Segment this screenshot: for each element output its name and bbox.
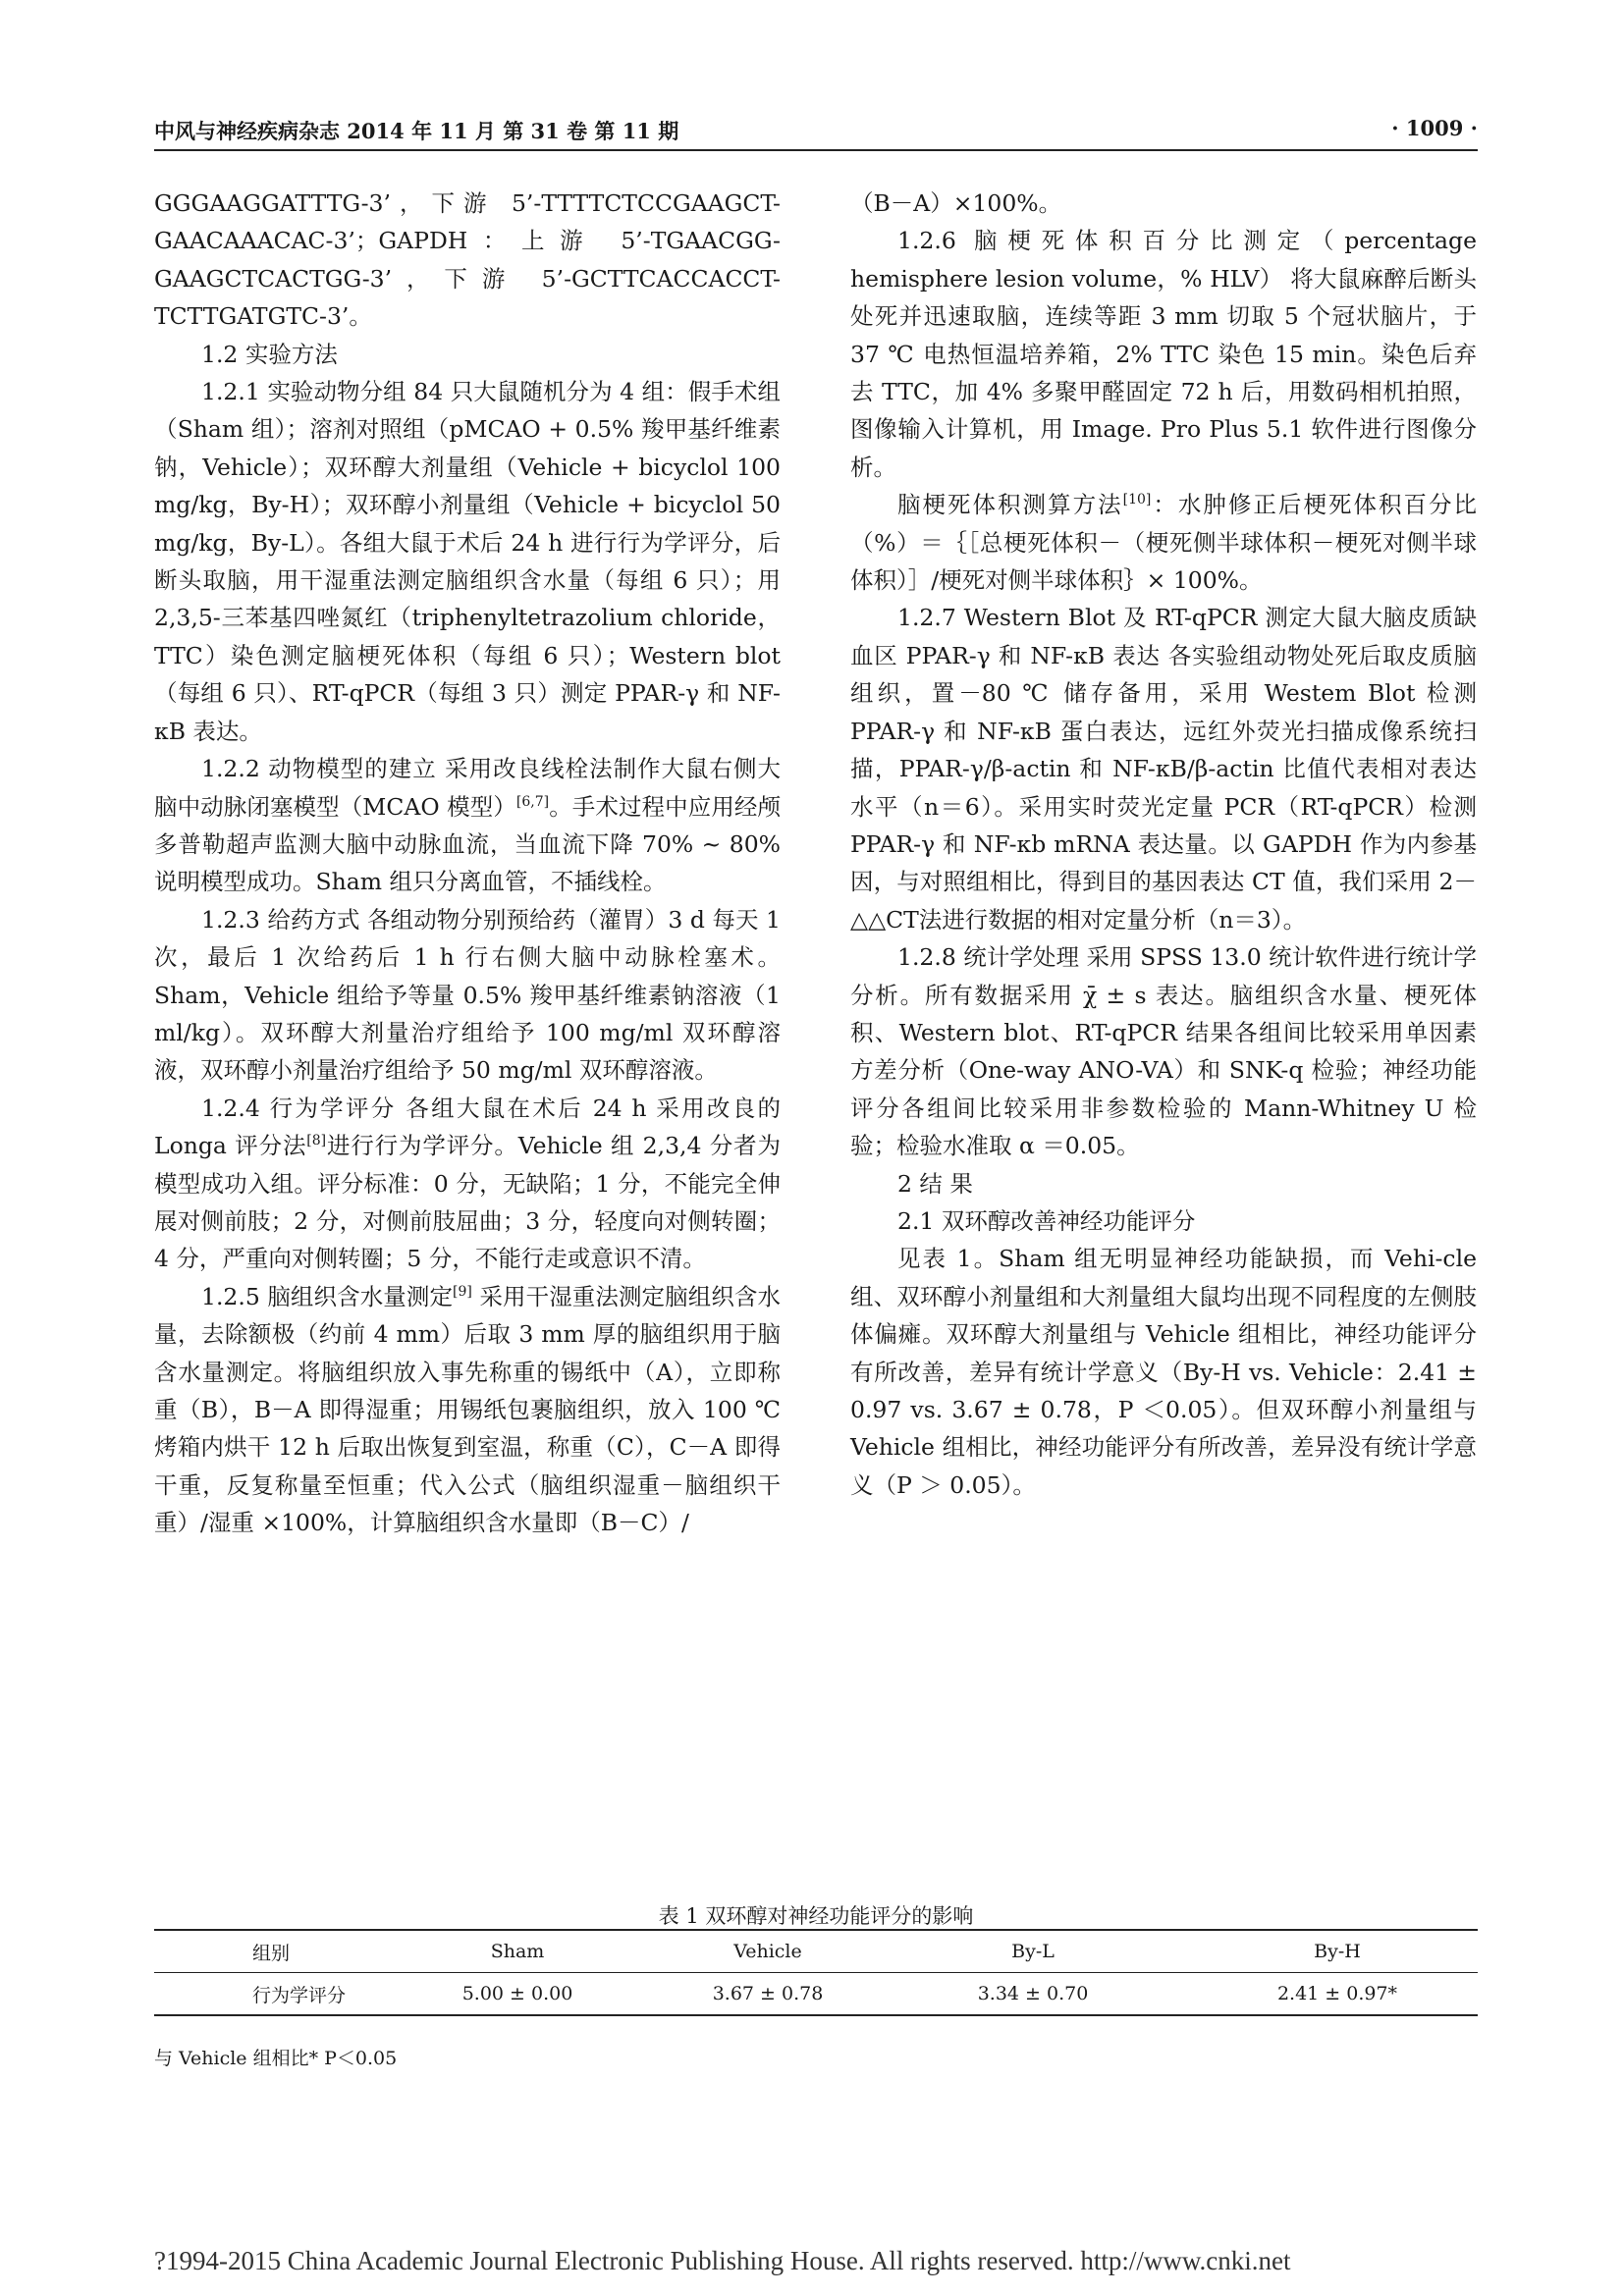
table-header-cell: Sham	[490, 1941, 545, 1962]
para-1-2-4-b: 进行行为学评分。Vehicle 组 2,3,4 分者为模型成功入组。评分标准：0 分，无缺陷；1 分，不能完全伸展对侧前肢；2 分，对侧前肢屈曲；3 分，轻度向对侧转圈；4 分，严重向对侧转圈；5 分，不能行走或意识不清。	[154, 1132, 781, 1273]
para-1-2-8: 1.2.8 统计学处理 采用 SPSS 13.0 统计软件进行统计学分析。所有数据采用 χ̄ ± s 表达。脑组织含水量、梗死体积、Western blot、RT-qPCR 结果各组间比较采用单因素方差分析（One-way ANO-VA）和 SNK-q 检验；神经功能评分各组间比较采用非参数检验的 Mann-Whitney U 检验；检验水准取 α ＝0.05。	[850, 943, 1477, 1160]
para-infarct-formula	[850, 486, 1477, 599]
page-number: · 1009 ·	[1391, 116, 1478, 140]
para-1-2-5	[154, 1278, 781, 1542]
table-cell: 2.41 ± 0.97*	[1276, 1983, 1398, 2004]
table-cell: 3.34 ± 0.70	[977, 1983, 1089, 2004]
citation-8: [8]	[306, 1133, 327, 1149]
copyright-footer: ?1994-2015 China Academic Journal Electronic Publishing House. All rights reserved. http://www.cnki.net	[154, 2246, 1291, 2275]
para-2-1: 见表 1。Sham 组无明显神经功能缺损，而 Vehi-cle 组、双环醇小剂量组和大剂量组大鼠均出现不同程度的左侧肢体偏瘫。双环醇大剂量组与 Vehicle 组相比，神经功能评分有所改善，差异有统计学意义（By-H vs. Vehicle：2.41 ± 0.97 vs. 3.67 ± 0.78，P ＜0.05）。但双环醇小剂量组与 Vehicle 组相比，神经功能评分有所改善，差异没有统计学意义（P ＞ 0.05）。	[850, 1245, 1477, 1499]
running-header	[154, 116, 1478, 147]
section-heading-2: 2 结 果	[897, 1169, 973, 1198]
para-1-2-2-a: 1.2.2 动物模型的建立 采用改良线栓法制作大鼠右侧大脑中动脉闭塞模型（MCAO 模型）	[154, 755, 781, 821]
section-heading-1-2: 1.2 实验方法	[201, 340, 338, 368]
para-1-2-2-b: 。手术过程中应用经颅多普勒超声监测大脑中动脉血流，当血流下降 70% ~ 80% 说明模型成功。Sham 组只分离血管，不插线栓。	[154, 792, 781, 896]
table-row	[154, 1973, 1478, 2016]
table-cell: 3.67 ± 0.78	[712, 1983, 824, 2004]
table-1-note: 与 Vehicle 组相比* P＜0.05	[154, 2048, 398, 2069]
table-header-cell: By-H	[1314, 1941, 1361, 1962]
table-cell: 5.00 ± 0.00	[461, 1983, 573, 2004]
para-1-2-4	[154, 1090, 781, 1278]
table-1	[154, 1929, 1478, 2016]
section-heading-2-1: 2.1 双环醇改善神经功能评分	[897, 1206, 1196, 1235]
para-infarct-formula-b: ：水肿修正后梗死体积百分比（%）＝｛［总梗死体积－（梗死侧半球体积－梗死对侧半球体积）］/梗死对侧半球体积｝× 100%。	[850, 491, 1478, 595]
table-header-cell: By-L	[1011, 1941, 1055, 1962]
para-1-2-1: 1.2.1 实验动物分组 84 只大鼠随机分为 4 组：假手术组（Sham 组）；溶剂对照组（pMCAO + 0.5% 羧甲基纤维素钠，Vehicle）；双环醇大剂量组（Vehicle + bicyclol 100 mg/kg，By-H）；双环醇小剂量组（Vehicle + bicyclol 50 mg/kg，By-L）。各组大鼠于术后 24 h 进行行为学评分，后断头取脑，用干湿重法测定脑组织含水量（每组 6 只）；用 2,3,5-三苯基四唑氮红（triphenyltetrazolium chloride，TTC）染色测定脑梗死体积（每组 6 只）；Western blot（每组 6 只）、RT-qPCR（每组 3 只）测定 PPAR-γ 和 NF-κB 表达。	[154, 378, 781, 745]
right-column	[850, 185, 1477, 1858]
table-cell: 行为学评分	[252, 1984, 347, 2006]
para-1-2-2	[154, 750, 781, 901]
header-rule	[154, 149, 1478, 151]
para-infarct-formula-a: 脑梗死体积测算方法	[897, 491, 1123, 519]
para-1-2-5-b: 采用干湿重法测定脑组织含水量，去除额极（约前 4 mm）后取 3 mm 厚的脑组织用于脑含水量测定。将脑组织放入事先称重的锡纸中（A），立即称重（B），B－A 即得湿重；用锡纸包裹脑组织，放入 100 ℃ 烤箱内烘干 12 h 后取出恢复到室温，称重（C），C－A 即得干重，反复称量至恒重；代入公式（脑组织湿重－脑组织干重）/湿重 ×100%，计算脑组织含水量即（B－C）/	[154, 1282, 781, 1537]
table-1-title: 表 1 双环醇对神经功能评分的影响	[658, 1904, 974, 1928]
left-column	[154, 185, 781, 1858]
table-header-row	[154, 1929, 1478, 1973]
table-header-cell: Vehicle	[733, 1941, 802, 1962]
citation-10: [10]	[1122, 492, 1152, 508]
para-1-2-7: 1.2.7 Western Blot 及 RT-qPCR 测定大鼠大脑皮质缺血区 PPAR-γ 和 NF-κB 表达 各实验组动物处死后取皮质脑组织，置－80 ℃ 储存备用，采用 Westem Blot 检测 PPAR-γ 和 NF-κB 蛋白表达，远红外荧光扫描成像系统扫描，PPAR-γ/β-actin 和 NF-κB/β-actin 比值代表相对表达水平（n＝6）。采用实时荧光定量 PCR（RT-qPCR）检测 PPAR-γ 和 NF-κb mRNA 表达量。以 GAPDH 作为内参基因，与对照组相比，得到目的基因表达 CT 值，我们采用 2－△△CT法进行数据的相对定量分析（n＝3）。	[850, 604, 1477, 934]
para-1-2-5-a: 1.2.5 脑组织含水量测定	[201, 1282, 454, 1310]
para-1-2-6: 1.2.6 脑梗死体积百分比测定（percentage hemisphere lesion volume，% HLV） 将大鼠麻醉后断头处死并迅速取脑，连续等距 3 mm 切取 5 个冠状脑片，于 37 ℃ 电热恒温培养箱，2% TTC 染色 15 min。染色后弃去 TTC，加 4% 多聚甲醛固定 72 h 后，用数码相机拍照，图像输入计算机，用 Image. Pro Plus 5.1 软件进行图像分析。	[850, 227, 1477, 481]
primer-sequence-text: GGGAAGGATTTG-3’，下游 5’-TTTTCTCCGAAGCT-GAACAAACAC-3’；GAPDH：上游 5’-TGAACGG-GAAGCTCACTGG-3’，下游 5’-GCTTCACCACCT-TCTTGATGTC-3’。	[154, 189, 781, 331]
formula-continuation: （B－A）×100%。	[850, 189, 1062, 217]
journal-issue: 中风与神经疾病杂志 2014 年 11 月 第 31 卷 第 11 期	[154, 119, 679, 143]
citation-9: [9]	[453, 1283, 472, 1300]
citation-6-7: [6,7]	[515, 793, 550, 810]
table-header-cell: 组别	[252, 1942, 291, 1964]
para-1-2-4-a: 1.2.4 行为学评分 各组大鼠在术后 24 h 采用改良的 Longa 评分法	[154, 1094, 781, 1160]
para-1-2-3: 1.2.3 给药方式 各组动物分别预给药（灌胃）3 d 每天 1 次，最后 1 次给药后 1 h 行右侧大脑中动脉栓塞术。Sham，Vehicle 组给予等量 0.5% 羧甲基纤维素钠溶液（1 ml/kg）。双环醇大剂量治疗组给予 100 mg/ml 双环醇溶液，双环醇小剂量治疗组给予 50 mg/ml 双环醇溶液。	[154, 905, 781, 1085]
